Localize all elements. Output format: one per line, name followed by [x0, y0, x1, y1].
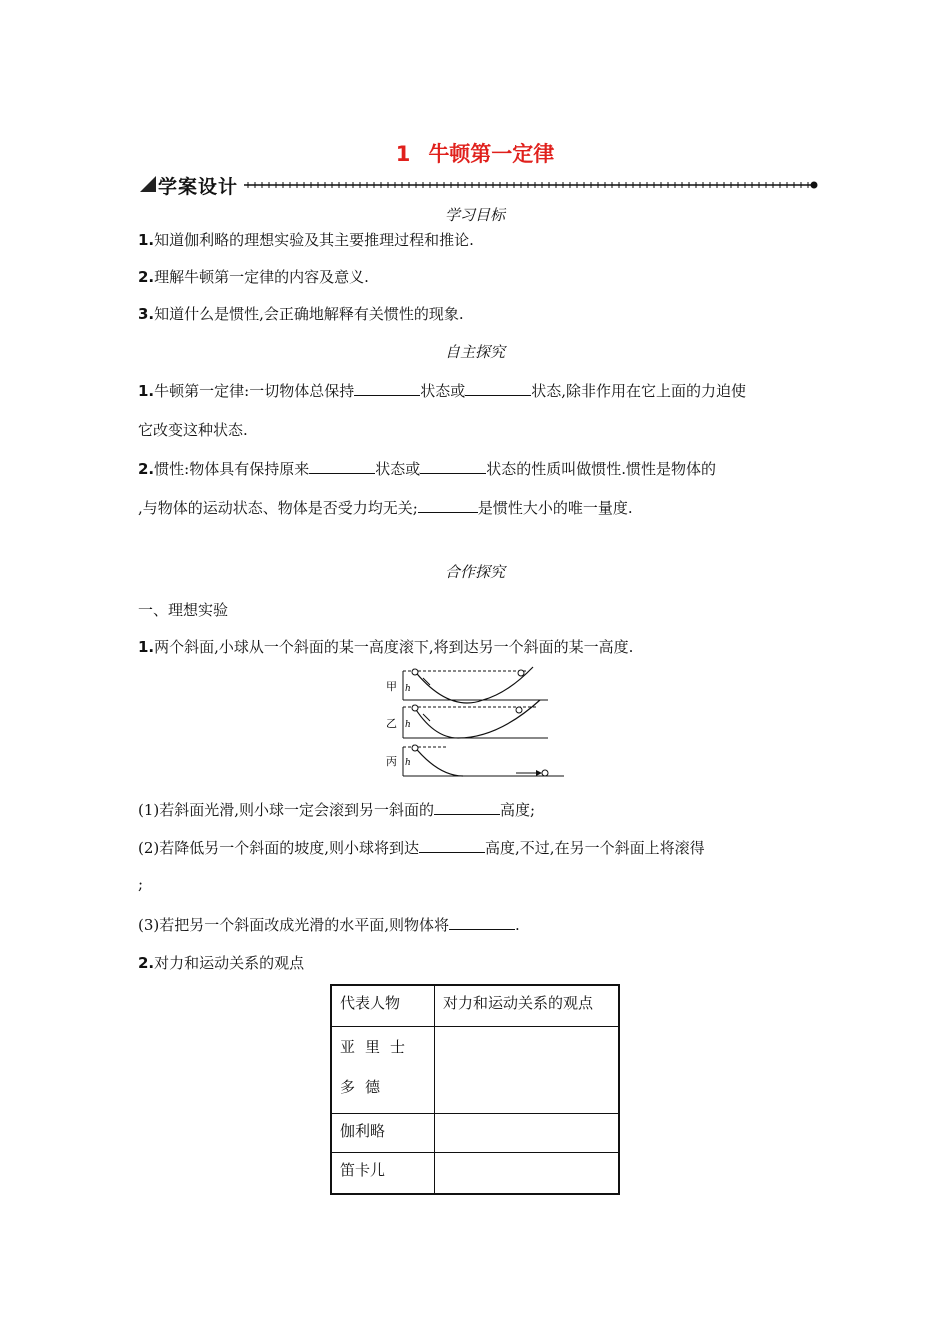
table-cell-view[interactable] [435, 1027, 620, 1114]
fill-blank[interactable] [354, 381, 420, 396]
title-number: 1 [395, 142, 411, 166]
fill-blank[interactable] [465, 381, 531, 396]
sub1-text-b: 高度; [500, 801, 536, 819]
item-text: 知道伽利略的理想实验及其主要推理过程和推论. [154, 231, 474, 249]
objective-item [138, 303, 464, 324]
section-banner [138, 170, 820, 198]
fill-blank[interactable] [419, 838, 485, 853]
coop-sub2-cont: ; [138, 875, 144, 893]
item-number: 3. [138, 305, 155, 323]
item-text: 对力和运动关系的观点 [154, 954, 305, 972]
item-text: 两个斜面,小球从一个斜面的某一高度滚下,将到达另一个斜面的某一高度. [154, 638, 634, 656]
figure-label-jia: 甲 [386, 680, 397, 693]
q1-text-b: 状态或 [420, 382, 466, 400]
table-cell-name: 笛卡儿 [331, 1153, 435, 1195]
q2-text-a: 惯性:物体具有保持原来 [154, 460, 310, 478]
q1-text-a: 牛顿第一定律:一切物体总保持 [154, 382, 355, 400]
title-text: 牛顿第一定律 [428, 142, 555, 166]
ramp-diagram [378, 663, 574, 781]
coop-q1 [138, 636, 633, 657]
section-heading-objectives: 学习目标 [444, 206, 505, 224]
coop-sub1 [138, 799, 535, 820]
sub3-text-b: . [515, 916, 520, 934]
banner-label: 学案设计 [158, 176, 239, 198]
item-number: 2. [138, 460, 155, 478]
table-cell-view[interactable] [435, 1153, 620, 1195]
table-row [331, 1114, 619, 1153]
sub2-text-a: (2)若降低另一个斜面的坡度,则小球将到达 [138, 839, 420, 857]
sub3-text-a: (3)若把另一个斜面改成光滑的水平面,则物体将 [138, 916, 450, 934]
q2-text-c: 状态的性质叫做惯性.惯性是物体的 [486, 460, 716, 478]
height-label: h [405, 684, 411, 694]
q2-text-d: ,与物体的运动状态、物体是否受力均无关; [138, 499, 418, 517]
sub2-text-b: 高度,不过,在另一个斜面上将滚得 [485, 839, 705, 857]
figure-label-bing: 丙 [386, 755, 397, 768]
figure-label-yi: 乙 [386, 717, 397, 730]
table-row [331, 1153, 619, 1195]
objective-item [138, 266, 369, 287]
coop-sub2 [138, 837, 705, 858]
section-heading-self-study: 自主探究 [444, 343, 505, 361]
fill-blank[interactable] [434, 800, 500, 815]
table-header-cell: 对力和运动关系的观点 [435, 985, 620, 1027]
sub1-text-a: (1)若斜面光滑,则小球一定会滚到另一斜面的 [138, 801, 435, 819]
ramp-experiment-figure [378, 663, 574, 781]
table-cell-name: 亚里士多德 [331, 1027, 435, 1114]
views-table [330, 984, 620, 1195]
table-cell-view[interactable] [435, 1114, 620, 1153]
self-study-q2-line2 [138, 497, 633, 518]
q2-text-b: 状态或 [375, 460, 421, 478]
item-number: 2. [138, 268, 155, 286]
coop-q2 [138, 952, 304, 973]
height-label: h [405, 758, 411, 768]
objective-item [138, 229, 474, 250]
item-text: 知道什么是惯性,会正确地解释有关惯性的现象. [154, 305, 464, 323]
fill-blank[interactable] [420, 459, 486, 474]
self-study-q1-line2: 它改变这种状态. [138, 421, 248, 439]
item-number: 2. [138, 954, 155, 972]
item-number: 1. [138, 638, 155, 656]
section-heading-coop: 合作探究 [444, 563, 505, 581]
table-header-row [331, 985, 619, 1027]
fill-blank[interactable] [309, 459, 375, 474]
coop-sub3 [138, 914, 520, 935]
table-header-cell: 代表人物 [331, 985, 435, 1027]
page-title [0, 138, 950, 168]
item-text: 理解牛顿第一定律的内容及意义. [154, 268, 369, 286]
item-number: 1. [138, 382, 155, 400]
fill-blank[interactable] [449, 915, 515, 930]
q2-text-e: 是惯性大小的唯一量度. [477, 499, 633, 517]
height-label: h [405, 720, 411, 730]
self-study-q2-line1 [138, 458, 716, 479]
q1-text-c: 状态,除非作用在它上面的力迫使 [531, 382, 746, 400]
table-cell-name: 伽利略 [331, 1114, 435, 1153]
fill-blank[interactable] [418, 498, 478, 513]
item-number: 1. [138, 231, 155, 249]
table-row [331, 1027, 619, 1114]
coop-part-title: 一、理想实验 [138, 601, 229, 619]
self-study-q1-line1 [138, 380, 746, 401]
banner-decoration [138, 170, 820, 198]
